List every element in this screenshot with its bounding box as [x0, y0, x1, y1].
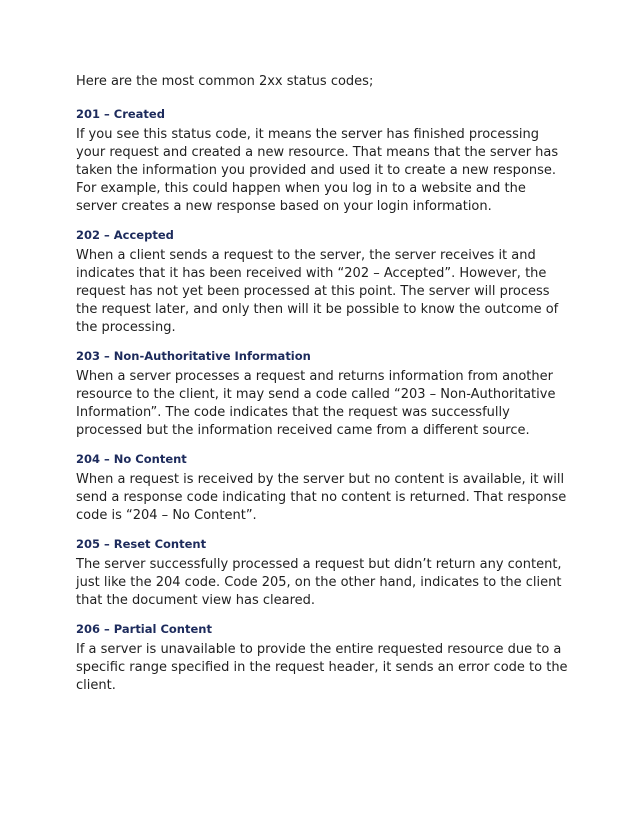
section-heading: 203 – Non-Authoritative Information: [76, 349, 311, 363]
section-206-partial-content: [76, 621, 568, 695]
document-content: [76, 73, 568, 706]
section-heading: 206 – Partial Content: [76, 622, 212, 636]
section-body: When a request is received by the server but no content is available, it will send a response code indicating that no content is returned. That response code is “204 – No Content”.: [76, 472, 567, 523]
section-201-created: [76, 106, 568, 216]
intro-text: Here are the most common 2xx status codes;: [76, 74, 374, 89]
section-body: When a client sends a request to the server, the server receives it and indicates that it has been received with “202 – Accepted”. However, the request has not yet been processed at this point. The server will process the request later, and only then will it be possible to know the outcome of the processing.: [76, 248, 559, 335]
section-205-reset-content: [76, 536, 568, 610]
section-heading: 201 – Created: [76, 107, 165, 121]
section-heading: 205 – Reset Content: [76, 537, 207, 551]
section-body: If you see this status code, it means the server has finished processing your request and created a new resource. That means that the server has taken the information you provided and used it to create a new response. For example, this could happen when you log in to a website and the server creates a new response based on your login information.: [76, 127, 559, 214]
section-heading: 204 – No Content: [76, 452, 187, 466]
section-heading: 202 – Accepted: [76, 228, 174, 242]
section-202-accepted: [76, 227, 568, 337]
section-203-non-authoritative: [76, 348, 568, 440]
section-body: When a server processes a request and returns information from another resource to the client, it may send a code called “203 – Non-Authoritative Information”. The code indicates that the request was successfully processed but the information received came from a different source.: [76, 369, 556, 438]
section-body: If a server is unavailable to provide the entire requested resource due to a specific range specified in the request header, it sends an error code to the client.: [76, 642, 568, 693]
section-204-no-content: [76, 451, 568, 525]
section-body: The server successfully processed a request but didn’t return any content, just like the 204 code. Code 205, on the other hand, indicates to the client that the document view has cleared.: [76, 557, 562, 608]
